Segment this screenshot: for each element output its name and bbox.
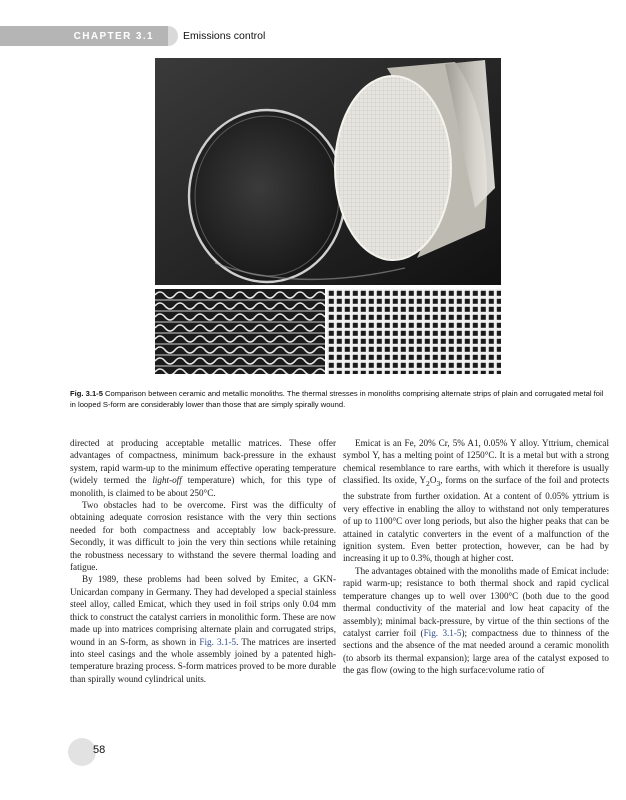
chapter-tab-notch — [168, 26, 178, 46]
metallic-foil-closeup-photo — [155, 289, 325, 374]
text-run: O — [429, 475, 437, 486]
text-run: directed at producing acceptable metallic matrices. These offer advantages of compactness, minimum back-pressure in the exhaust system, rapid warm-up to the minimum effective operating temperature (widely termed the — [70, 438, 336, 486]
paragraph — [70, 573, 336, 685]
body-column-right — [343, 437, 609, 677]
chapter-title: Emissions control — [183, 30, 266, 42]
figure-caption — [70, 389, 610, 410]
text-run: The advantages obtained with the monoliths made of Emicat include: rapid warm-up; resistance to both thermal shock and rapid cyclical temperature changes up to well over 1300°C (both due to the good thermal conductivity of the material and low heat capacity of the assembly); minimal back-pressure, by virtue of the thin sections of the catalyst carrier foil ( — [343, 565, 609, 638]
figure-reference-link[interactable]: Fig. 3.1-5 — [199, 636, 237, 647]
paragraph — [70, 437, 336, 499]
figure-reference-link[interactable]: Fig. 3.1-5 — [423, 627, 462, 638]
corrugated-foil-mesh — [155, 289, 325, 374]
subscript: 2 — [426, 479, 430, 489]
paragraph: Two obstacles had to be overcome. First was the difficulty of obtaining adequate corrosion resistance with the very thin sections needed for both compactness and acceptably low back-pressure. Secondly, it was difficult to join the very thin sections while retaining the robustness necessary to withstand the severe thermal loading and fatigue. — [70, 500, 336, 573]
ceramic-square-grid — [327, 289, 501, 374]
text-run: temperature) which, for this type of monolith, is claimed to be about 250°C. — [70, 475, 337, 498]
page-header — [0, 0, 626, 46]
text-run: ); compactness due to thinness of the sections and the absence of the mat needed around a ceramic monolith (to absorb its thermal expansion); large area of the catalyst exposed to the gas flow (owing to the high surface:volume ratio of — [343, 627, 609, 676]
paragraph — [343, 437, 609, 565]
monolith-comparison-photo — [155, 58, 501, 285]
italic-term: light-off — [152, 475, 182, 486]
chapter-label: CHAPTER 3.1 — [0, 26, 168, 46]
page-number: 58 — [93, 744, 106, 756]
text-run: , forms on the surface of the foil and protects the substrate from further oxidation. At a content of 0.05% yttrium is very effective in enabling the alloy to withstand not only temperatures of up to 1100°C over long periods, but also the higher peaks that can be attained in catalytic converters in the event of a malfunction of the ignition system. Even better protection, however, can be had by increasing it up to 0.3%, though at higher cost. — [343, 475, 609, 564]
text-run: . The matrices are inserted into steel casings and the whole assembly joined by a patented high-temperature brazing process. S-form matrices proved to be more durable than spirally wound cylindrical units. — [70, 636, 336, 684]
body-column-left — [70, 437, 336, 685]
paragraph — [343, 565, 609, 677]
monolith-photo-illustration — [155, 58, 501, 285]
subscript: 3 — [436, 479, 441, 489]
text-run: By 1989, these problems had been solved by Emitec, a GKN-Unicardan company in Germany. They had developed a special stainless steel alloy, called Emicat, which they used in foil strips only 0.04 mm thick to construct the catalyst carriers in monolithic form. These are now made up into matrices comprising alternate plain and corrugated strips, wound in an S-form, as shown in — [70, 574, 336, 647]
figure-caption-text: Comparison between ceramic and metallic monoliths. The thermal stresses in monoliths comprising alternate strips of plain and corrugated metal foil in looped S-form are considerably lower than those that are simply spirally wound. — [70, 389, 604, 409]
ceramic-cell-closeup-photo — [327, 289, 501, 374]
text-run: Emicat is an Fe, 20% Cr, 5% A1, 0.05% Y alloy. Yttrium, chemical symbol Y, has a melting point of 1250°C. It is a metal but with a strong chemical resemblance to rare earths, with which it therefore is usually classified. Its oxide, Y — [343, 438, 609, 486]
figure-label: Fig. 3.1-5 — [70, 389, 103, 398]
page-number-marker — [68, 738, 96, 766]
